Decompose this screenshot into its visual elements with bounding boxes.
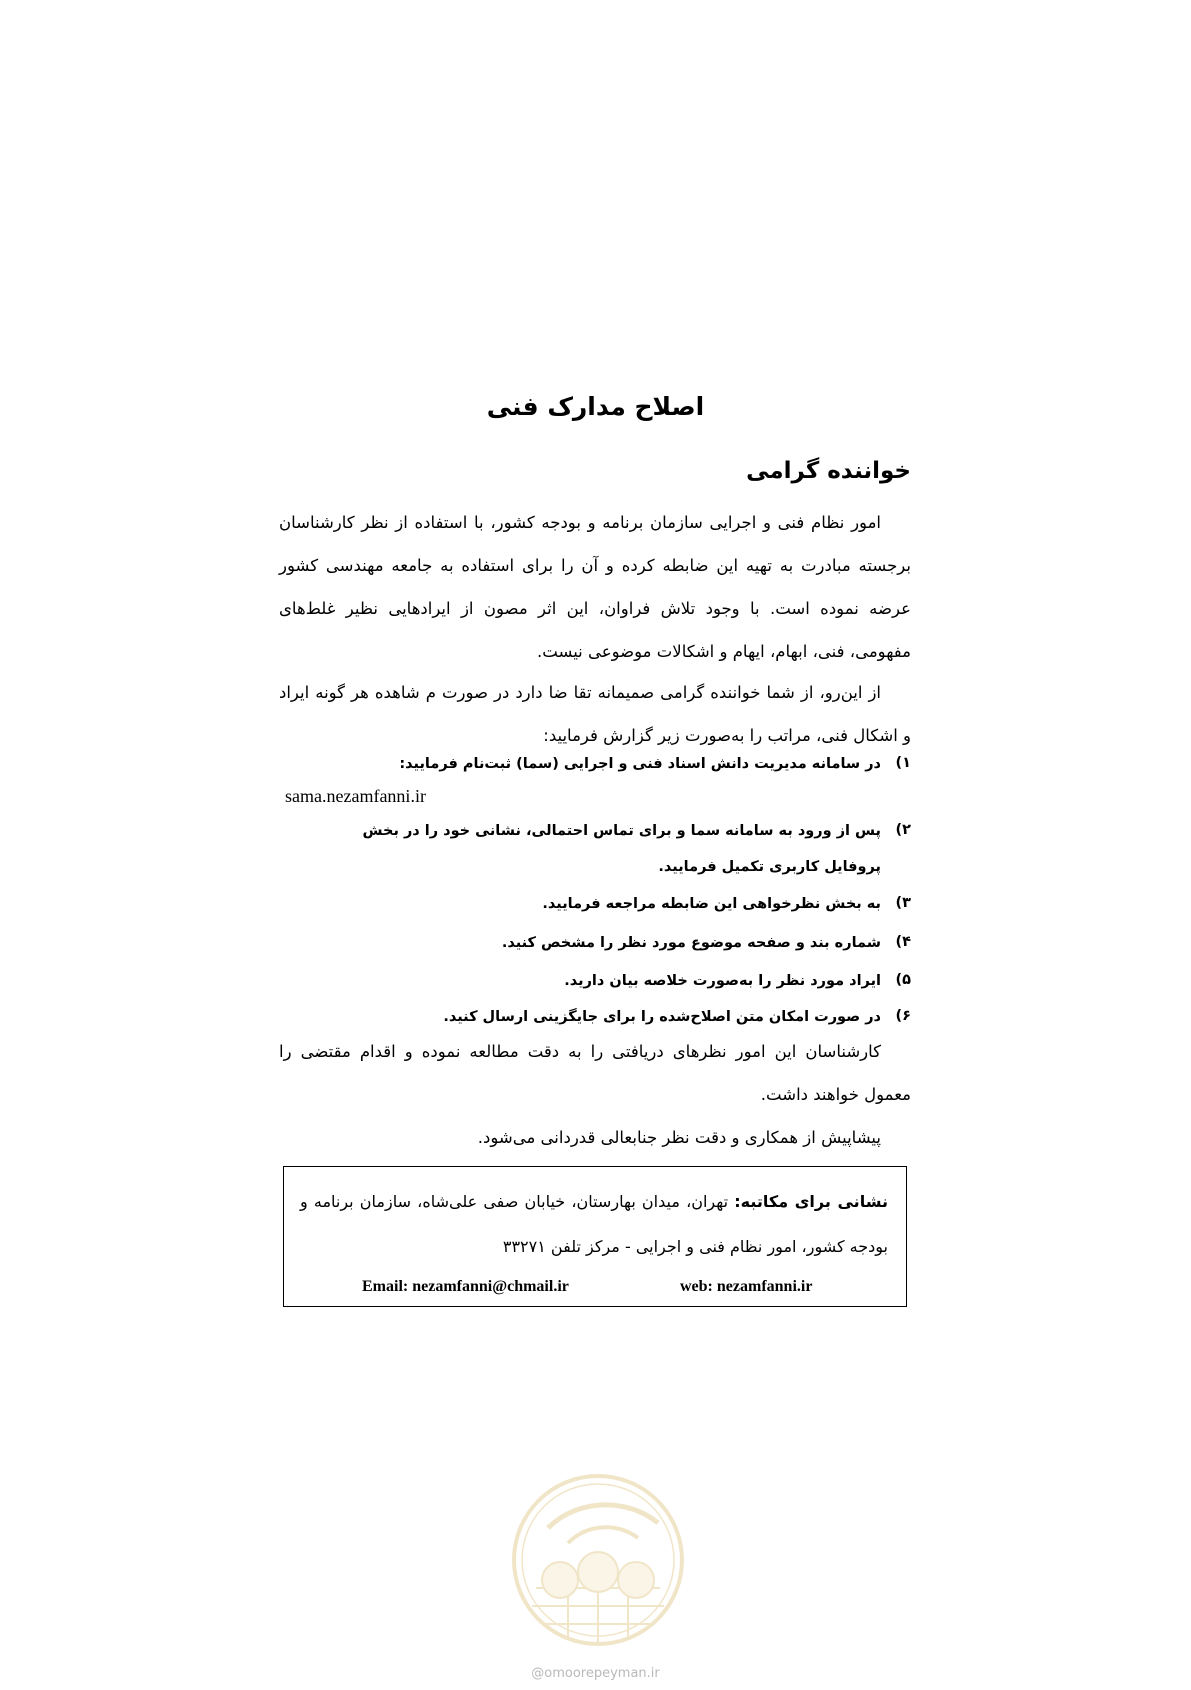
step-number: ۶) xyxy=(895,1008,911,1024)
watermark-site: @omoorepeyman.ir xyxy=(531,1666,660,1681)
step-text: شماره بند و صفحه موضوع مورد نظر را مشخص کنید. xyxy=(501,935,881,951)
step-number: ۲) xyxy=(895,822,911,838)
step-text: در صورت امکان متن اصلاح‌شده را برای جایگزینی ارسال کنید. xyxy=(443,1009,881,1025)
email-link[interactable]: Email: nezamfanni@chmail.ir xyxy=(362,1278,569,1295)
step-number: ۵) xyxy=(895,972,911,988)
address-text xyxy=(300,1179,888,1269)
address-label: نشانی برای مکاتبه: xyxy=(734,1192,888,1211)
request-paragraph: از این‌رو، از شما خواننده گرامی صمیمانه تقا ضا دارد در صورت م شاهده هر گونه ایراد و اشکال فنی، مراتب را به‌صورت زیر گزارش فرمایید: xyxy=(279,683,911,745)
web-link[interactable]: web: nezamfanni.ir xyxy=(680,1278,813,1295)
intro-paragraph: امور نظام فنی و اجرایی سازمان برنامه و بودجه کشور، با استفاده از نظر کارشناسان برجسته مبادرت به تهیه این ضابطه کرده و آن را برای استفاده به جامعه مهندسی کشور عرضه نموده است. با وجود تلاش فراوان، این اثر مصون از ایرادهایی نظیر غلط‌های مفهومی، فنی، ابهام، ایهام و اشکالات موضوعی نیست. xyxy=(279,513,911,661)
address-value: تهران، میدان بهارستان، خیابان صفی علی‌شاه، سازمان برنامه و بودجه کشور، امور نظام فنی و اجرایی - مرکز تلفن ۳۳۲۷۱ xyxy=(300,1192,888,1256)
watermark-logo-icon xyxy=(508,1468,688,1668)
step-number: ۳) xyxy=(895,895,911,911)
sama-link[interactable]: sama.nezamfanni.ir xyxy=(285,786,426,806)
step-text: به بخش نظرخواهی این ضابطه مراجعه فرمایید. xyxy=(542,896,881,912)
step-text: در سامانه مدیریت دانش اسناد فنی و اجرایی (سما) ثبت‌نام فرمایید: xyxy=(399,756,881,772)
step-text: پس از ورود به سامانه سما و برای تماس احتمالی، نشانی خود را در بخش پروفایل کاربری تکمیل فرمایید. xyxy=(362,823,881,875)
experts-paragraph: کارشناسان این امور نظرهای دریافتی را به دقت مطالعه نموده و اقدام مقتضی را معمول خواهند داشت. xyxy=(279,1042,911,1104)
thanks-paragraph: پیشاپیش از همکاری و دقت نظر جنابعالی قدردانی می‌شود. xyxy=(477,1128,881,1147)
address-box xyxy=(283,1166,907,1307)
step-text: ایراد مورد نظر را به‌صورت خلاصه بیان دارید. xyxy=(564,973,881,989)
step-number: ۴) xyxy=(895,934,911,950)
page-title: اصلاح مدارک فنی xyxy=(486,392,705,421)
greeting-heading: خواننده گرامی xyxy=(746,458,911,484)
step-number: ۱) xyxy=(895,755,911,771)
